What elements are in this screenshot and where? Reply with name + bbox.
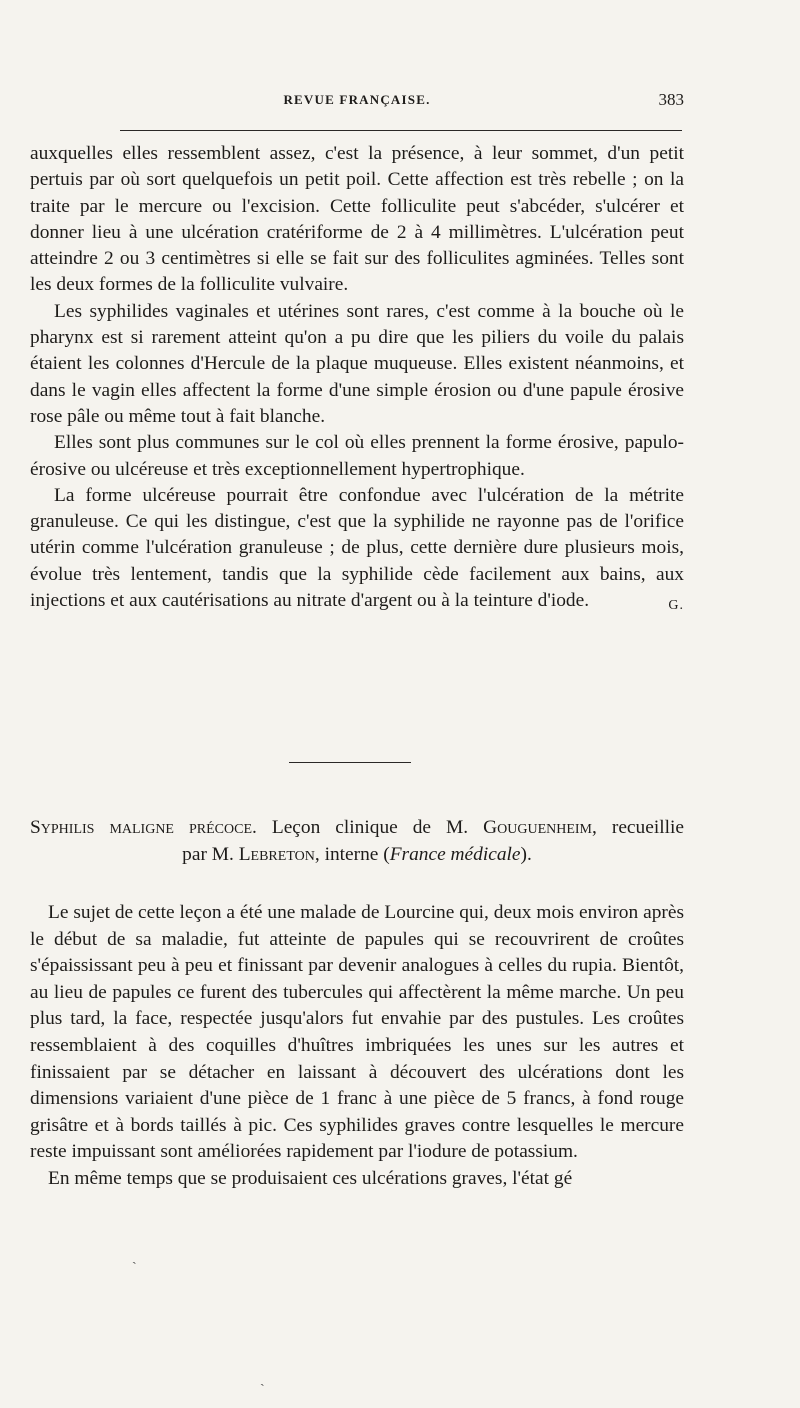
- heading-text: interne (: [324, 843, 390, 865]
- heading-line: [30, 842, 684, 869]
- article-body: [30, 900, 684, 1193]
- paragraph: Elles sont plus communes sur le col où elles prennent la forme érosive, papulo-érosive ou ulcéreuse et très exceptionnellement hypertrophique.: [30, 432, 684, 480]
- paragraph: En même temps que se produisaient ces ulcérations graves, l'état gé: [48, 1167, 573, 1189]
- recorder-name: Lebreton,: [238, 843, 320, 865]
- article-heading: [30, 815, 684, 868]
- paragraph-text: La forme ulcéreuse pourrait être confondue avec l'ulcération de la métrite granuleuse. Ce qui les distingue, c'est que la syphilide ne rayonne pas de l'orifice utérin comme l'ulcération granuleuse ; de plus, cette dernière dure plusieurs mois, évolue très lentement, tandis que la syphilide cède facilement aux bains, aux injections et aux cautérisations au nitrate d'argent ou à la teinture d'iode.: [30, 484, 684, 612]
- paragraph: [30, 483, 684, 614]
- stray-mark: ˎ: [132, 1250, 137, 1265]
- heading-text: ).: [520, 843, 532, 865]
- heading-text: par M.: [182, 843, 234, 865]
- running-head: [30, 88, 684, 114]
- section-folliculite: [30, 141, 684, 619]
- page-number: 383: [658, 90, 684, 109]
- heading-text: Leçon clinique de M.: [271, 817, 469, 838]
- author-signoff: G.: [668, 598, 684, 614]
- heading-text: recueillie: [611, 817, 684, 838]
- section-divider: [289, 762, 411, 763]
- stray-mark: ˏ: [260, 1372, 265, 1387]
- source-journal: France médicale: [389, 843, 521, 865]
- running-title: REVUE FRANÇAISE.: [283, 92, 431, 107]
- heading-line: [30, 815, 684, 842]
- paragraph: auxquelles elles ressemblent assez, c'est la présence, à leur sommet, d'un petit pertuis par où sort quelquefois un petit poil. Cette affection est très rebelle ; on la traite par le mercure ou l'excision. Cette folliculite peut s'abcéder, s'ulcérer et donner lieu à une ulcération cratériforme de 2 à 4 millimètres. L'ulcération peut atteindre 2 ou 3 centimètres si elle se fait sur des folliculites agminées. Telles sont les deux formes de la folliculite vulvaire.: [30, 143, 684, 296]
- lecturer-name: Gouguenheim,: [483, 817, 597, 838]
- header-rule: [120, 130, 682, 131]
- paragraph: Les syphilides vaginales et utérines sont rares, c'est comme à la bouche où le pharynx est si rarement atteint qu'on a pu dire que les piliers du voile du palais étaient les colonnes d'Hercule de la plaque muqueuse. Elles existent néanmoins, et dans le vagin elles affectent la forme d'une simple érosion ou d'une papule érosive rose pâle ou même tout à fait blanche.: [30, 300, 684, 427]
- paragraph: Le sujet de cette leçon a été une malade de Lourcine qui, deux mois environ après le début de sa maladie, fut atteinte de papules qui se recouvrirent de croûtes s'épaississant peu à peu et finissant par devenir analogues à celles du rupia. Bientôt, au lieu de papules ce furent des tubercules qui affectèrent la même marche. Un peu plus tard, la face, respectée jusqu'alors fut envahie par des pustules. Les croûtes ressemblaient à des coquilles d'huîtres imbriquées les unes sur les autres et finissaient par se détacher en laissant à découvert des ulcérations dont les dimensions variaient d'une pièce de 1 franc à une pièce de 5 francs, à fond rouge grisâtre et à bords taillés à pic. Ces syphilides graves contre lesquelles le mercure reste impuissant sont améliorées rapidement par l'iodure de potassium.: [30, 902, 684, 1163]
- article-title: Syphilis maligne précoce.: [30, 817, 257, 838]
